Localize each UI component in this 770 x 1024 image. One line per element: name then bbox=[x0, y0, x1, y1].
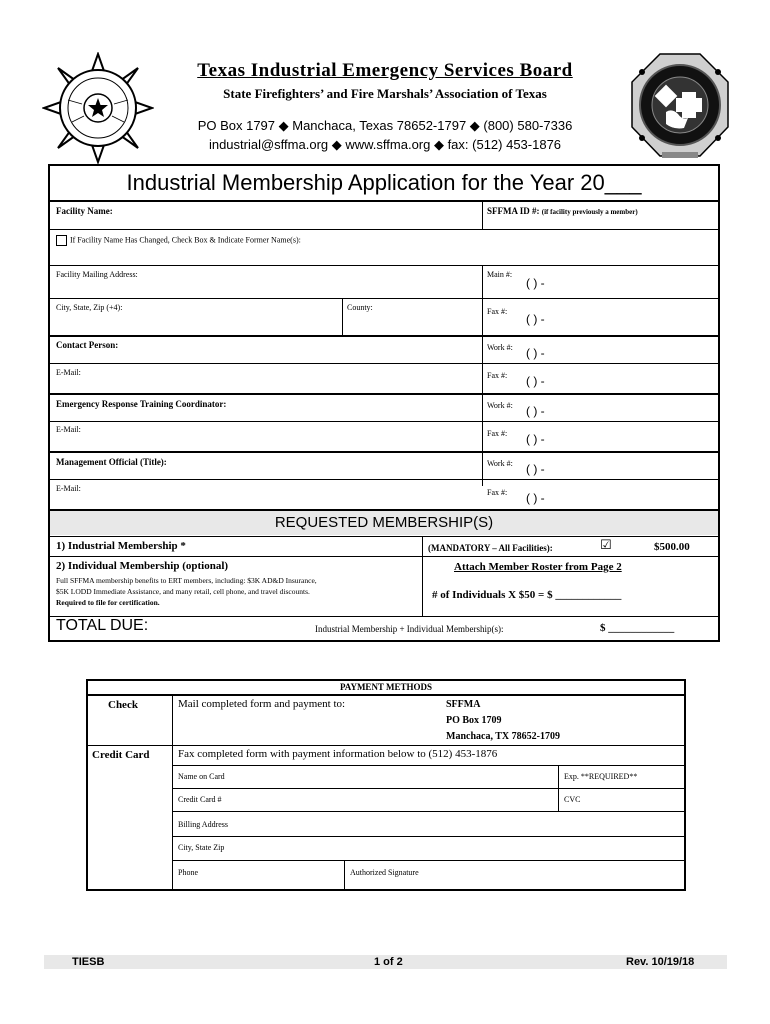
divider bbox=[88, 694, 684, 696]
attach-roster-note: Attach Member Roster from Page 2 bbox=[454, 561, 622, 573]
contact-fax-label: Fax #: bbox=[487, 371, 508, 380]
footer-org: TIESB bbox=[72, 956, 105, 968]
industrial-membership-label: 1) Industrial Membership * bbox=[56, 540, 186, 552]
divider bbox=[50, 335, 718, 337]
organization-subtitle: State Firefighters’ and Fire Marshals’ Association of Texas bbox=[223, 86, 547, 101]
individual-membership-label: 2) Individual Membership (optional) bbox=[56, 560, 229, 572]
credit-card-instructions: Fax completed form with payment information below to (512) 453-1876 bbox=[178, 748, 498, 760]
revision-date: Rev. 10/19/18 bbox=[626, 956, 695, 968]
divider bbox=[50, 298, 718, 299]
cvc-field[interactable]: CVC bbox=[564, 795, 581, 804]
divider bbox=[50, 479, 718, 480]
payment-methods-heading: PAYMENT METHODS bbox=[339, 682, 433, 692]
mgmt-email-label: E-Mail: bbox=[56, 484, 81, 493]
divider bbox=[172, 765, 684, 766]
fax-field[interactable]: ( ) - bbox=[526, 312, 545, 326]
divider bbox=[88, 745, 684, 746]
contact-email-label: E-Mail: bbox=[56, 368, 81, 377]
billing-address-field[interactable]: Billing Address bbox=[178, 820, 229, 829]
divider bbox=[50, 200, 718, 202]
city-state-zip-field[interactable]: City, State Zip bbox=[178, 843, 225, 852]
membership-form bbox=[48, 164, 720, 642]
divider bbox=[172, 788, 684, 789]
total-formula: Industrial Membership + Individual Membership(s): bbox=[315, 624, 504, 634]
credit-card-label: Credit Card bbox=[92, 749, 150, 761]
main-phone-field[interactable]: ( ) - bbox=[526, 276, 545, 290]
mgmt-work-label: Work #: bbox=[487, 459, 513, 468]
management-official-label: Management Official (Title): bbox=[56, 457, 167, 467]
check-instructions: Mail completed form and payment to: bbox=[178, 698, 346, 710]
mgmt-fax-field[interactable]: ( ) - bbox=[526, 491, 545, 505]
individuals-calc: # of Individuals X $50 = $ ____________ bbox=[432, 589, 622, 601]
expiration-field[interactable]: Exp. **REQUIRED** bbox=[564, 772, 638, 781]
divider bbox=[50, 536, 718, 537]
sffma-id-label bbox=[487, 206, 638, 216]
mailing-address-1: SFFMA bbox=[446, 699, 481, 710]
page-footer bbox=[44, 955, 727, 969]
name-changed-label: If Facility Name Has Changed, Check Box & Indicate Former Name(s): bbox=[70, 235, 301, 245]
contact-work-label: Work #: bbox=[487, 343, 513, 352]
name-on-card-field[interactable]: Name on Card bbox=[178, 772, 225, 781]
authorized-signature-field[interactable]: Authorized Signature bbox=[350, 868, 419, 877]
divider bbox=[50, 421, 718, 422]
sffma-id-note: (if facility previously a member) bbox=[541, 208, 638, 216]
benefits-line-2: $5K LODD Immediate Assistance, and many retail, cell phone, and travel discounts. bbox=[56, 587, 310, 596]
divider bbox=[50, 451, 718, 453]
contact-line: industrial@sffma.org ◆ www.sffma.org ◆ fax: (512) 453-1876 bbox=[208, 137, 562, 152]
total-due-field[interactable]: $ ____________ bbox=[600, 622, 675, 634]
fax-label: Fax #: bbox=[487, 307, 508, 316]
page-number: 1 of 2 bbox=[374, 956, 403, 968]
mgmt-fax-label: Fax #: bbox=[487, 488, 508, 497]
divider bbox=[342, 298, 343, 335]
county-label: County: bbox=[347, 303, 373, 312]
sffma-id-text: SFFMA ID #: bbox=[487, 206, 540, 216]
ert-email-label: E-Mail: bbox=[56, 425, 81, 434]
divider bbox=[50, 363, 718, 364]
form-title: Industrial Membership Application for the Year 20___ bbox=[126, 170, 642, 195]
contact-fax-field[interactable]: ( ) - bbox=[526, 374, 545, 388]
mgmt-work-field[interactable]: ( ) - bbox=[526, 462, 545, 476]
divider bbox=[482, 200, 483, 229]
check-label: Check bbox=[108, 699, 138, 711]
facility-name-label: Facility Name: bbox=[56, 206, 113, 216]
ert-coordinator-label: Emergency Response Training Coordinator: bbox=[56, 399, 227, 409]
requested-membership-heading: REQUESTED MEMBERSHIP(S) bbox=[50, 511, 718, 535]
divider bbox=[422, 536, 423, 616]
credit-card-number-field[interactable]: Credit Card # bbox=[178, 795, 222, 804]
mailing-address-3: Manchaca, TX 78652-1709 bbox=[446, 731, 560, 742]
city-state-zip-label: City, State, Zip (+4): bbox=[56, 303, 123, 312]
payment-methods-table bbox=[86, 679, 686, 891]
divider bbox=[172, 811, 684, 812]
address-line: PO Box 1797 ◆ Manchaca, Texas 78652-1797 ◆ (800) 580-7336 bbox=[197, 118, 573, 133]
divider bbox=[50, 229, 718, 230]
main-phone-label: Main #: bbox=[487, 270, 513, 279]
benefits-line-1: Full SFFMA membership benefits to ERT members, including: $3K AD&D Insurance, bbox=[56, 576, 317, 585]
contact-work-field[interactable]: ( ) - bbox=[526, 346, 545, 360]
name-changed-checkbox[interactable] bbox=[56, 235, 67, 246]
mandatory-checkbox[interactable]: ☑ bbox=[600, 538, 612, 553]
industrial-price: $500.00 bbox=[654, 541, 690, 553]
name-changed-row bbox=[56, 235, 301, 246]
divider bbox=[50, 556, 718, 557]
divider bbox=[50, 265, 718, 266]
total-due-label: TOTAL DUE: bbox=[56, 617, 149, 634]
ert-work-field[interactable]: ( ) - bbox=[526, 404, 545, 418]
divider bbox=[172, 860, 684, 861]
divider bbox=[172, 836, 684, 837]
mailing-address-2: PO Box 1709 bbox=[446, 715, 502, 726]
organization-title: Texas Industrial Emergency Services Board bbox=[197, 60, 573, 81]
ert-fax-label: Fax #: bbox=[487, 429, 508, 438]
mailing-address-label: Facility Mailing Address: bbox=[56, 270, 138, 279]
contact-person-label: Contact Person: bbox=[56, 340, 119, 350]
divider bbox=[344, 860, 345, 889]
divider bbox=[50, 393, 718, 395]
divider bbox=[50, 616, 718, 617]
certification-note: Required to file for certification. bbox=[56, 598, 160, 607]
phone-field[interactable]: Phone bbox=[178, 868, 198, 877]
ert-work-label: Work #: bbox=[487, 401, 513, 410]
ert-fax-field[interactable]: ( ) - bbox=[526, 432, 545, 446]
mandatory-label: (MANDATORY – All Facilities): bbox=[428, 543, 553, 553]
